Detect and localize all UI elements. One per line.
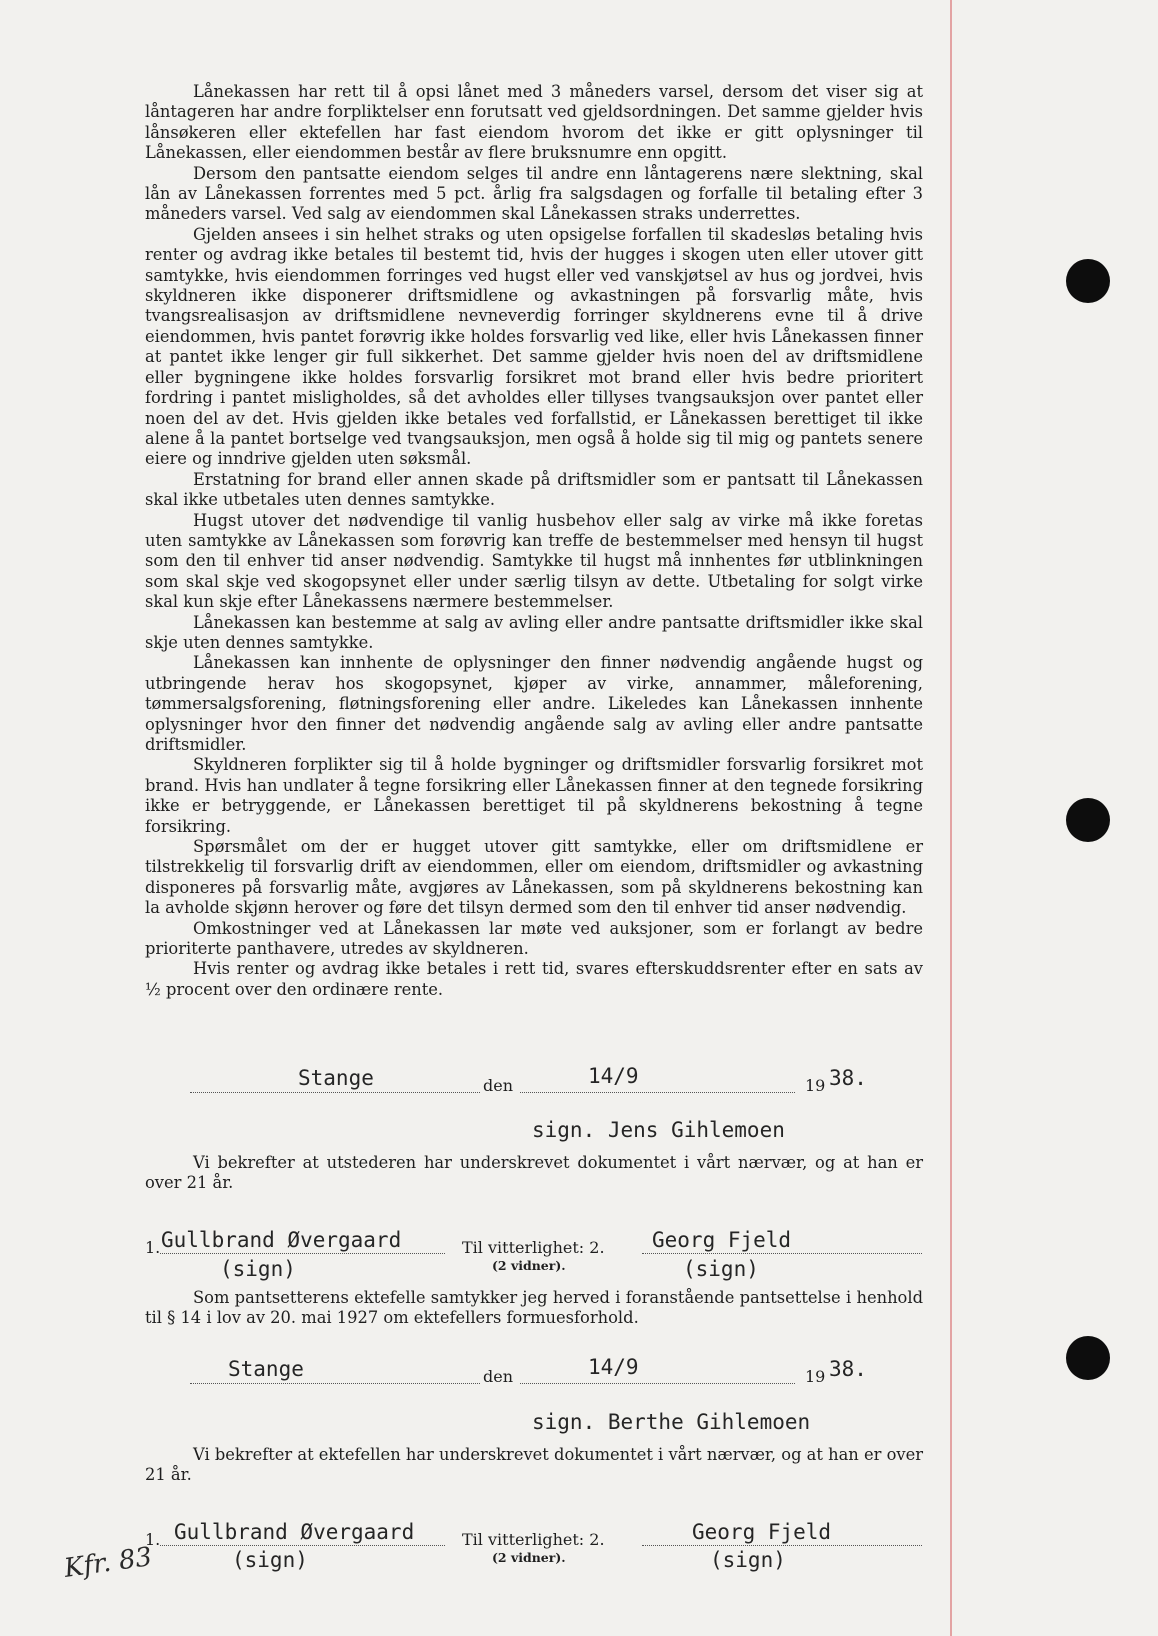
place-name: Stange — [298, 1066, 374, 1090]
witness-1-name: Gullbrand Øvergaard — [174, 1520, 415, 1544]
date: 14/9 — [588, 1064, 639, 1088]
witness-1-number: 1. — [145, 1238, 161, 1257]
year-prefix: 19 — [805, 1076, 826, 1095]
witness-1-name: Gullbrand Øvergaard — [161, 1228, 402, 1252]
witness-sub-label: (2 vidner). — [492, 1550, 566, 1565]
witness-2-sign: (sign) — [683, 1257, 759, 1281]
punch-hole — [1066, 259, 1110, 303]
paragraph: Dersom den pantsatte eiendom selges til andre enn låntagerens nære slektning, skal lån av Lånekassen forrentes med 5 pct. årlig fra salgsdagen og forfalle til betaling efter 3 måneders varsel. Ved salg av eiendommen skal Lånekassen straks underrettes. — [145, 163, 923, 224]
den-label: den — [483, 1076, 514, 1095]
year-suffix: 38. — [829, 1066, 867, 1090]
paragraph: Lånekassen kan bestemme at salg av avling eller andre pantsatte driftsmidler ikke skal skje uten dennes samtykke. — [145, 612, 923, 652]
year-suffix: 38. — [829, 1357, 867, 1381]
contract-body — [145, 82, 923, 1000]
paragraph: Gjelden ansees i sin helhet straks og uten opsigelse forfallen til skadesløs betaling hvis renter og avdrag ikke betales til bestemt tid, hvis der hugges i skogen uten eller utover gitt samtykke, hvis eiendommen forringes ved hugst eller ved vanskjøtsel av hus og jordvei, hvis skyldneren ikke disponerer driftsmidlene og avkastningen på forsvarlig måte, hvis tvangsrealisasjon av driftsmidlene nevneverdig forringer skyldnerens evne til å drive eiendommen, hvis pantet forøvrig ikke holdes forsvarlig ved like, eller hvis Lånekassen finner at pantet ikke lenger gir full sikkerhet. Det samme gjelder hvis noen del av driftsmidlene eller bygningene ikke holdes forsvarlig forsikret mot brand eller hvis bedre prioritert fordring i pantet misligholdes, så det avholdes eller tillyses tvangsauksjon over pantet eller noen del av det. Hvis gjelden ikke betales ved forfallstid, er Lånekassen berettiget til ikke alene å la pantet bortselge ved tvangsauksjon, men også å holde sig til mig og pantets senere eiere og inndrive gjelden uten søksmål. — [145, 224, 923, 469]
paragraph: Hugst utover det nødvendige til vanlig husbehov eller salg av virke må ikke foretas uten samtykke av Lånekassen som forøvrig kan treffe de bestemmelser med hensyn til hugst som den til enhver tid anser nødvendig. Samtykke til hugst må innhentes før utblinkningen som skal skje ved skogopsynet eller under særlig tilsyn av dette. Utbetaling for solgt virke skal kun skje efter Lånekassens nærmere bestemmelser. — [145, 510, 923, 612]
paragraph: Spørsmålet om der er hugget utover gitt samtykke, eller om driftsmidlene er tilstrekkelig til forsvarlig drift av eiendommen, eller om eiendom, driftsmidler og avkastning disponeres på forsvarlig måte, avgjøres av Lånekassen, som på skyldnerens bekostning kan la avholde skjønn herover og føre det tilsyn dermed som den til enhver tid anser nødvendig. — [145, 837, 923, 918]
paragraph: Erstatning for brand eller annen skade på driftsmidler som er pantsatt til Lånekassen skal ikke utbetales uten dennes samtykke. — [145, 469, 923, 510]
witness-1-number: 1. — [145, 1530, 161, 1549]
paragraph: Hvis renter og avdrag ikke betales i rett tid, svares efterskuddsrenter efter en sats av ½ procent over den ordinære rente. — [145, 959, 923, 999]
year-prefix: 19 — [805, 1367, 826, 1386]
witness-1-sign: (sign) — [220, 1257, 296, 1281]
confirm-text: Vi bekrefter at ektefellen har underskrevet dokumentet i vårt nærvær, og at han er over 21 år. — [145, 1445, 923, 1485]
date: 14/9 — [588, 1355, 639, 1379]
signature-line: sign. Jens Gihlemoen — [532, 1118, 785, 1142]
witness-2-sign: (sign) — [710, 1548, 786, 1572]
place-name: Stange — [228, 1357, 304, 1381]
spouse-consent-text: Som pantsetterens ektefelle samtykker jeg herved i foranstående pantsettelse i henhold til § 14 i lov av 20. mai 1927 om ektefellers formuesforhold. — [145, 1288, 923, 1328]
witness-label: Til vitterlighet: 2. — [462, 1530, 605, 1549]
margin-rule — [950, 0, 952, 1636]
punch-hole — [1066, 798, 1110, 842]
witness-label: Til vitterlighet: 2. — [462, 1238, 605, 1257]
witness-2-name: Georg Fjeld — [692, 1520, 832, 1544]
paragraph: Omkostninger ved at Lånekassen lar møte ved auksjoner, som er forlangt av bedre prioriterte panthavere, utredes av skyldneren. — [145, 918, 923, 959]
margin-handwritten-note: Kfr. 83 — [62, 1542, 154, 1584]
confirm-text: Vi bekrefter at utstederen har underskrevet dokumentet i vårt nærvær, og at han er over 21 år. — [145, 1153, 923, 1193]
paragraph: Lånekassen har rett til å opsi lånet med 3 måneders varsel, dersom det viser sig at låntageren har andre forpliktelser enn forutsatt ved gjeldsordningen. Det samme gjelder hvis lånsøkeren eller ektefellen har fast eiendom hvorom det ikke er gitt oplysninger til Lånekassen, eller eiendommen består av flere bruksnumre enn opgitt. — [145, 82, 923, 163]
witness-2-name: Georg Fjeld — [652, 1228, 792, 1252]
paragraph: Skyldneren forplikter sig til å holde bygninger og driftsmidler forsvarlig forsikret mot brand. Hvis han undlater å tegne forsikring eller Lånekassen finner at den tegnede forsikring ikke er betryggende, er Lånekassen berettiget til på skyldnerens bekostning å tegne forsikring. — [145, 755, 923, 836]
signature-line: sign. Berthe Gihlemoen — [532, 1410, 811, 1434]
den-label: den — [483, 1367, 514, 1386]
paragraph: Lånekassen kan innhente de oplysninger den finner nødvendig angående hugst og utbringende herav hos skogopsynet, kjøper av virke, annammer, måleforening, tømmersalgsforening, fløtningsforening eller andre. Likeledes kan Lånekassen innhente oplysninger hvor den finner det nødvendig angående salg av avling eller andre pantsatte driftsmidler. — [145, 653, 923, 754]
witness-sub-label: (2 vidner). — [492, 1258, 566, 1273]
witness-1-sign: (sign) — [232, 1548, 308, 1572]
punch-hole — [1066, 1336, 1110, 1380]
